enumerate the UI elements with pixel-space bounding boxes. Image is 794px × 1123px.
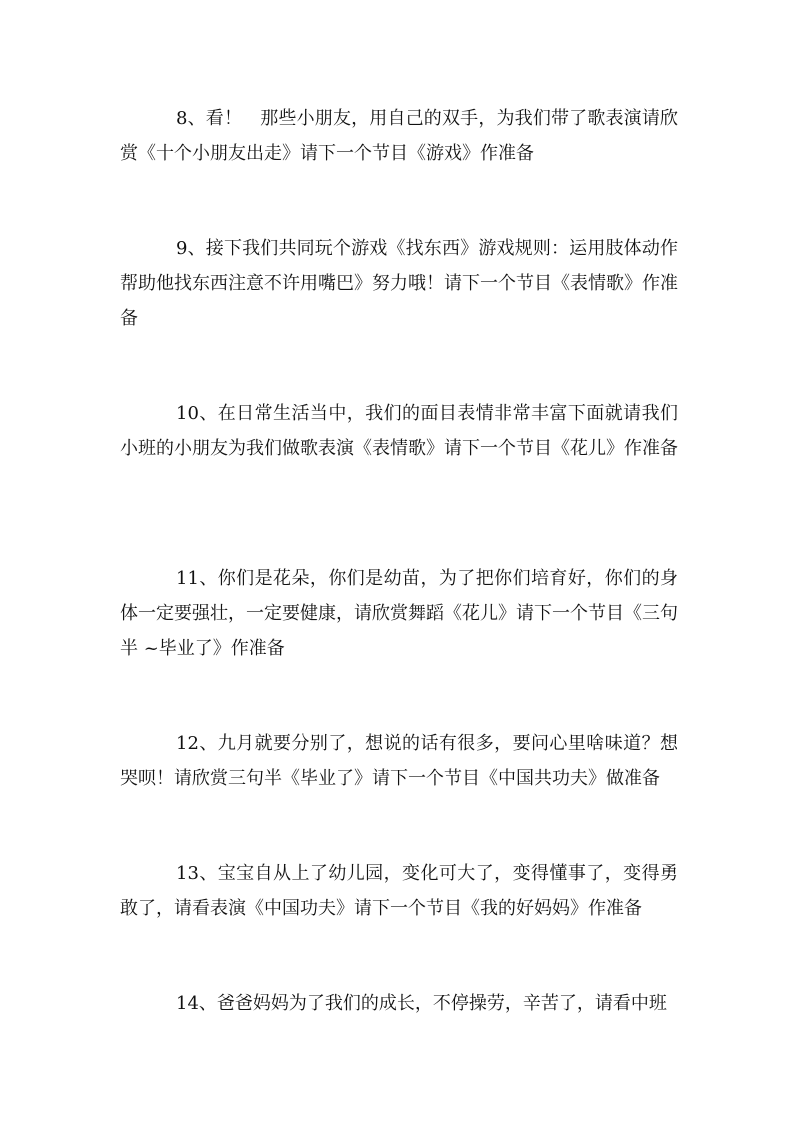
paragraph-item-12: 12、九月就要分别了，想说的话有很多，要问心里啥味道？想哭呗！请欣赏三句半《毕业了》请下一个节目《中国共功夫》做准备: [120, 733, 678, 789]
paragraph-item-10: 10、在日常生活当中，我们的面目表情非常丰富下面就请我们小班的小朋友为我们做歌表演《表情歌》请下一个节目《花儿》作准备: [120, 403, 678, 459]
paragraph-item-9: 9、接下我们共同玩个游戏《找东西》游戏规则：运用肢体动作帮助他找东西注意不许用嘴巴》努力哦！请下一个节目《表情歌》作准备: [120, 238, 678, 329]
paragraph-item-14: 14、爸爸妈妈为了我们的成长，不停操劳，辛苦了，请看中班: [176, 993, 667, 1014]
paragraph-item-13: 13、宝宝自从上了幼儿园，变化可大了，变得懂事了，变得勇敢了，请看表演《中国功夫》请下一个节目《我的好妈妈》作准备: [120, 863, 678, 919]
paragraph-item-11: 11、你们是花朵，你们是幼苗，为了把你们培育好，你们的身体一定要强壮，一定要健康，请欣赏舞蹈《花儿》请下一个节目《三句半 ~毕业了》作准备: [120, 568, 678, 659]
paragraph-item-8: 8、看！ 那些小朋友，用自己的双手，为我们带了歌表演请欣赏《十个小朋友出走》请下一个节目《游戏》作准备: [120, 108, 678, 164]
